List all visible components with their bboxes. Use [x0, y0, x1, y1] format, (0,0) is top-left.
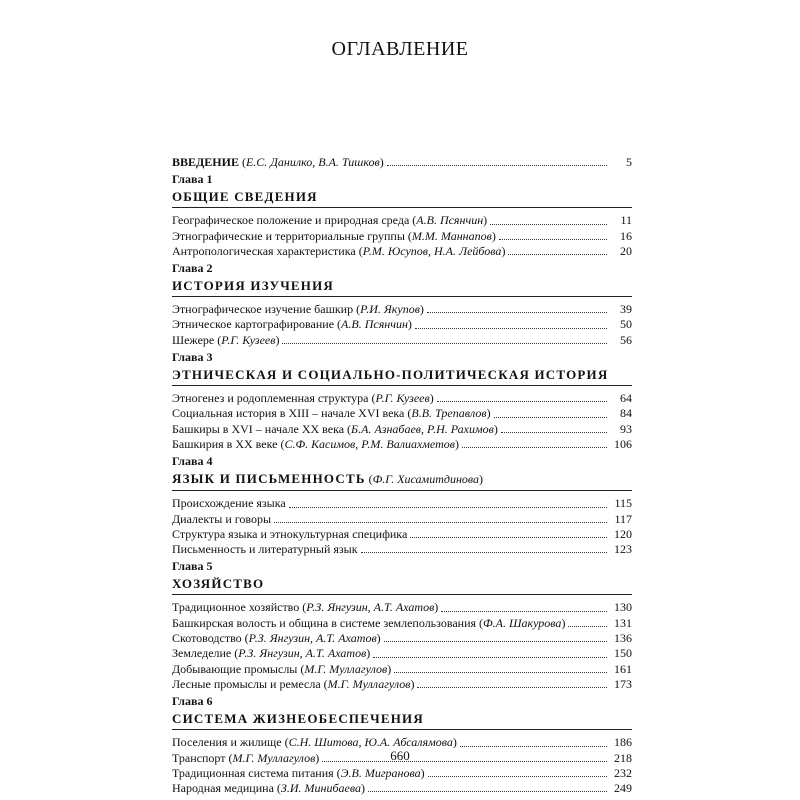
toc-page-number: 106	[614, 436, 632, 451]
toc-entry-text: Диалекты и говоры	[172, 511, 272, 526]
toc-entry-authors: М.М. Маннапов	[411, 228, 492, 243]
toc-entry[interactable]	[172, 600, 632, 615]
toc-entry-text: Транспорт	[172, 750, 226, 765]
toc-entry-authors: Р.Г. Кузеев	[375, 391, 430, 406]
toc-entry-text: Добывающие промыслы	[172, 661, 298, 676]
toc-entry-text: Башкирия в XX веке	[172, 436, 278, 451]
toc-page-number: 39	[620, 302, 632, 317]
chapter-title[interactable]	[172, 188, 632, 208]
toc-entry-text: Структура языка и этнокультурная специфика	[172, 526, 408, 541]
chapter-title[interactable]	[172, 277, 632, 297]
toc-entry-label: Этнографические и территориальные группы (М.М. Маннапов)	[172, 228, 496, 243]
dot-leader	[490, 223, 607, 225]
toc-entry-text: Башкиры в XVI – начале XX века	[172, 421, 345, 436]
toc-page-number: 173	[614, 676, 632, 691]
chapter-title-text: СИСТЕМА ЖИЗНЕОБЕСПЕЧЕНИЯ	[172, 711, 424, 727]
toc-entry-label: Социальная история в XIII – начале XVI века (В.В. Трепавлов)	[172, 406, 491, 421]
toc-entry-label: Этнографическое изучение башкир (Р.И. Якупов)	[172, 302, 424, 317]
toc-entry-text: Социальная история в XIII – начале XVI века	[172, 406, 405, 421]
toc-page-number: 218	[614, 750, 632, 765]
chapter-title-text: ЭТНИЧЕСКАЯ И СОЦИАЛЬНО-ПОЛИТИЧЕСКАЯ ИСТОРИЯ	[172, 367, 609, 383]
chapter-number: Глава 4	[172, 454, 213, 469]
toc-entry-authors: Б.А. Азнабаев, Р.Н. Рахимов	[351, 421, 494, 436]
toc-entry[interactable]	[172, 662, 632, 677]
toc-entry-label: Башкирия в XX веке (С.Ф. Касимов, Р.М. Валиахметов)	[172, 436, 459, 451]
toc-page-number: 115	[614, 496, 632, 511]
toc-entry-label: Лесные промыслы и ремесла (М.Г. Муллагулов)	[172, 676, 415, 691]
chapter-title-text: ХОЗЯЙСТВО	[172, 576, 265, 592]
chapter-title[interactable]	[172, 470, 632, 491]
dot-leader	[494, 416, 607, 418]
chapter-section	[172, 350, 632, 452]
toc-entry-label	[172, 512, 271, 527]
toc-page-number: 120	[614, 526, 632, 541]
chapter-section	[172, 261, 632, 348]
toc-page-number: 11	[620, 213, 632, 228]
toc-entry-label: Скотоводство (Р.З. Янгузин, А.Т. Ахатов)	[172, 631, 381, 646]
chapter-section	[172, 559, 632, 692]
toc-entry-label: Традиционная система питания (Э.В. Мигранова)	[172, 765, 425, 780]
toc-entry-authors: М.Г. Муллагулов	[327, 676, 411, 691]
toc-entry-text: Земледелие	[172, 646, 232, 661]
toc-entry-text: Этнографические и территориальные группы	[172, 228, 405, 243]
toc-page-number: 20	[620, 243, 632, 258]
toc-entry[interactable]	[172, 646, 632, 661]
toc-page-number: 50	[620, 317, 632, 332]
toc-entry-label: Традиционное хозяйство (Р.З. Янгузин, А.Т. Ахатов)	[172, 600, 439, 615]
toc-entry-authors: А.В. Псянчин	[341, 317, 408, 332]
chapter-section	[172, 694, 632, 796]
toc-entry[interactable]	[172, 677, 632, 692]
toc-entry-authors: Р.З. Янгузин, А.Т. Ахатов	[306, 600, 435, 615]
toc-entry[interactable]	[172, 229, 632, 244]
dot-leader	[499, 238, 607, 240]
toc-entry[interactable]	[172, 302, 632, 317]
toc-entry-text: Шежере	[172, 332, 215, 347]
chapter-number: Глава 5	[172, 559, 213, 574]
chapter-title-authors: (Ф.Г. Хисамитдинова)	[365, 472, 484, 487]
toc-entry-authors: С.Ф. Касимов, Р.М. Валиахметов	[284, 436, 455, 451]
chapter-title-text: ОБЩИЕ СВЕДЕНИЯ	[172, 189, 318, 205]
toc-entry-authors: Р.И. Якупов	[360, 302, 420, 317]
dot-leader	[415, 327, 607, 329]
toc-page-number: 16	[620, 228, 632, 243]
toc-page-number: 232	[614, 765, 632, 780]
toc-entry[interactable]	[172, 213, 632, 228]
intro-authors: Е.С. Данилко, В.А. Тишков	[245, 155, 380, 169]
dot-leader	[501, 431, 607, 433]
toc-entry-introduction[interactable]	[172, 155, 632, 170]
toc-entry-label: Земледелие (Р.З. Янгузин, А.Т. Ахатов)	[172, 646, 371, 661]
toc-entry-authors: А.В. Псянчин	[416, 213, 484, 228]
toc-entry-label: Башкирская волость и община в системе землепользования (Ф.А. Шакурова)	[172, 615, 566, 630]
chapter-number: Глава 2	[172, 261, 213, 276]
toc-entry-label	[172, 527, 407, 542]
toc-entry-authors: Р.З. Янгузин, А.Т. Ахатов	[238, 646, 367, 661]
toc-entry-label: ВВЕДЕНИЕ (Е.С. Данилко, В.А. Тишков)	[172, 155, 384, 169]
toc-entry-text: Этнографическое изучение башкир	[172, 302, 354, 317]
dot-leader	[427, 311, 607, 313]
dot-leader	[282, 342, 607, 344]
chapter-title[interactable]	[172, 575, 632, 595]
toc-entry[interactable]	[172, 496, 632, 511]
chapter-title[interactable]	[172, 366, 632, 386]
toc-entry-label: Поселения и жилище (С.Н. Шитова, Ю.А. Абсалямова)	[172, 735, 457, 750]
toc-entry-text: Скотоводство	[172, 631, 242, 646]
toc-entry-text: Этногенез и родоплеменная структура	[172, 391, 369, 406]
toc-page-number: 161	[614, 661, 632, 676]
toc-entry[interactable]	[172, 422, 632, 437]
dot-leader	[387, 164, 607, 166]
toc-entry-label: Этногенез и родоплеменная структура (Р.Г. Кузеев)	[172, 391, 434, 406]
toc-entry-authors: В.В. Трепавлов	[411, 406, 487, 421]
toc-entry-text: Географическое положение и природная среда	[172, 213, 410, 228]
toc-page-number: 130	[614, 600, 632, 615]
toc-entry-label: Транспорт (М.Г. Муллагулов)	[172, 750, 320, 765]
dot-leader	[508, 253, 607, 255]
chapter-number: Глава 1	[172, 172, 213, 187]
dot-leader	[428, 775, 607, 777]
chapter-number: Глава 6	[172, 694, 213, 709]
toc-entry-authors: З.И. Минибаева	[280, 781, 361, 796]
toc-entry-label: Народная медицина (З.И. Минибаева)	[172, 781, 365, 796]
toc-entry[interactable]	[172, 781, 632, 796]
toc-entry-text: Традиционное хозяйство	[172, 600, 300, 615]
toc-entry[interactable]	[172, 317, 632, 332]
toc-entry-authors: Р.Г. Кузеев	[221, 332, 276, 347]
toc-page-number: 150	[614, 646, 632, 661]
chapter-number: Глава 3	[172, 350, 213, 365]
toc-entry[interactable]	[172, 631, 632, 646]
dot-leader	[373, 656, 607, 658]
toc-page-number: 93	[620, 421, 632, 436]
toc-entry-authors: М.Г. Муллагулов	[304, 661, 388, 676]
toc-entry[interactable]	[172, 391, 632, 406]
chapter-list	[172, 172, 632, 796]
toc-page-number: 64	[620, 391, 632, 406]
dot-leader	[361, 551, 607, 553]
toc-entry[interactable]	[172, 244, 632, 259]
toc-entry-label	[172, 496, 286, 511]
toc-entry[interactable]	[172, 512, 632, 527]
toc-entry-label	[172, 542, 358, 557]
dot-leader	[568, 625, 607, 627]
dot-leader	[417, 686, 607, 688]
toc-entry-label: Башкиры в XVI – начале XX века (Б.А. Азнабаев, Р.Н. Рахимов)	[172, 421, 498, 436]
toc-entry-label: Антропологическая характеристика (Р.М. Юсупов, Н.А. Лейбова)	[172, 243, 506, 258]
toc-page-number: 117	[614, 511, 632, 526]
toc-page-number: 249	[614, 781, 632, 796]
table-of-contents	[172, 155, 632, 796]
toc-page-number: 56	[620, 332, 632, 347]
dot-leader	[410, 536, 607, 538]
toc-page-number: 84	[620, 406, 632, 421]
dot-leader	[437, 400, 607, 402]
toc-page-number: 186	[614, 735, 632, 750]
toc-entry-text: Этническое картографирование	[172, 317, 335, 332]
toc-entry-label: Этническое картографирование (А.В. Псянчин)	[172, 317, 412, 332]
toc-page-number: 136	[614, 631, 632, 646]
dot-leader	[460, 745, 607, 747]
page-title: ОГЛАВЛЕНИЕ	[331, 38, 469, 60]
dot-leader	[289, 506, 607, 508]
toc-entry-authors: Р.М. Юсупов, Н.А. Лейбова	[362, 243, 502, 258]
page-number: 660	[390, 748, 410, 763]
toc-entry-label: Шежере (Р.Г. Кузеев)	[172, 332, 280, 347]
chapter-section	[172, 172, 632, 259]
toc-entry-text: Лесные промыслы и ремесла	[172, 676, 321, 691]
dot-leader	[274, 521, 607, 523]
toc-entry-text: Поселения и жилище	[172, 735, 282, 750]
toc-page-number: 131	[614, 615, 632, 630]
chapter-section	[172, 454, 632, 557]
intro-label: ВВЕДЕНИЕ	[172, 155, 239, 169]
toc-entry-text: Письменность и литературный язык	[172, 542, 358, 557]
toc-entry[interactable]	[172, 542, 632, 557]
toc-entry[interactable]	[172, 527, 632, 542]
chapter-title-text: ИСТОРИЯ ИЗУЧЕНИЯ	[172, 278, 335, 294]
toc-entry-text: Народная медицина	[172, 781, 274, 796]
dot-leader	[384, 640, 607, 642]
toc-entry-authors: С.Н. Шитова, Ю.А. Абсалямова	[288, 735, 453, 750]
toc-entry[interactable]	[172, 406, 632, 421]
chapter-title-text: ЯЗЫК И ПИСЬМЕННОСТЬ	[172, 471, 366, 487]
chapter-author-names: Ф.Г. Хисамитдинова	[372, 472, 480, 487]
toc-entry-text: Башкирская волость и община в системе землепользования	[172, 615, 477, 630]
toc-entry-text: Антропологическая характеристика	[172, 243, 356, 258]
toc-entry[interactable]	[172, 616, 632, 631]
toc-entry[interactable]	[172, 333, 632, 348]
toc-entry-authors: М.Г. Муллагулов	[232, 750, 316, 765]
toc-entry-authors: Ф.А. Шакурова	[483, 615, 562, 630]
toc-entry-text: Происхождение языка	[172, 496, 286, 511]
dot-leader	[462, 446, 607, 448]
toc-entry[interactable]	[172, 766, 632, 781]
toc-entry-label: Географическое положение и природная среда (А.В. Псянчин)	[172, 213, 488, 228]
toc-page-number: 5	[626, 155, 632, 169]
toc-entry-label: Добывающие промыслы (М.Г. Муллагулов)	[172, 661, 392, 676]
toc-entry-text: Традиционная система питания	[172, 765, 334, 780]
dot-leader	[394, 671, 607, 673]
chapter-title[interactable]	[172, 710, 632, 730]
dot-leader	[441, 610, 607, 612]
toc-entry[interactable]	[172, 437, 632, 452]
toc-page-number: 123	[614, 542, 632, 557]
toc-entry-authors: Э.В. Мигранова	[340, 765, 421, 780]
dot-leader	[368, 790, 607, 792]
toc-entry-authors: Р.З. Янгузин, А.Т. Ахатов	[248, 631, 377, 646]
